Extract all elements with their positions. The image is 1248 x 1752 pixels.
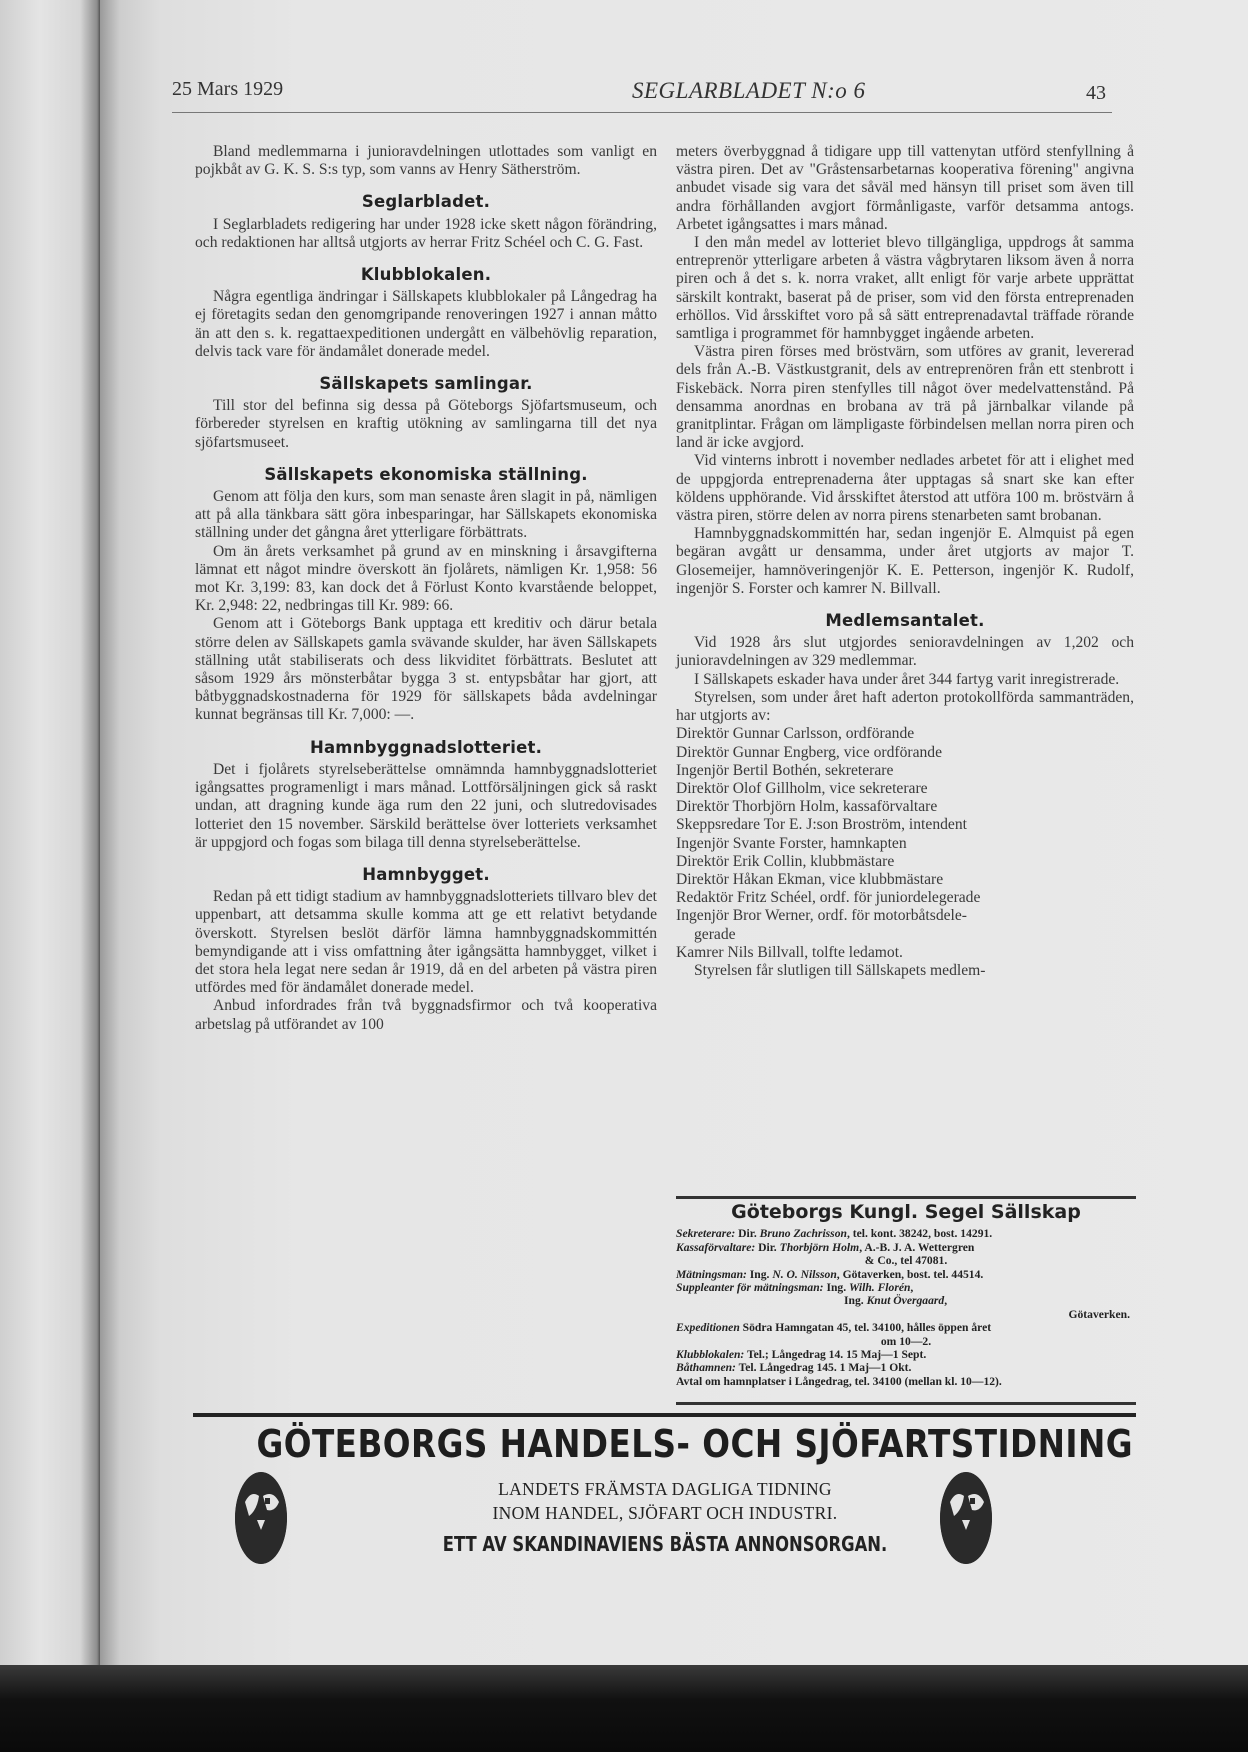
club-box-top-rule [676, 1196, 1136, 1199]
section-heading: Seglarbladet. [361, 192, 491, 212]
board-member-line: Direktör Erik Collin, klubbmästare [676, 852, 895, 870]
paragraph: Redan på ett tidigt stadium av hamnbyggnadslotteriets tillvaro blev det uppenbart, att detsamma skulle komma att ge ett relativt betydande överskott. Styrelsen beslöt därför lämna hamnbyggnadskommittén bemyndigande att i viss omfattning åter igångsätta hamnbygget, vilket i det stora hela legat nere sedan år 1919, då en del arbeten på västra piren utfördes med för ändamålet donerade medel. [195, 888, 657, 997]
newspaper-emblem-icon [940, 1472, 992, 1564]
club-info-box [676, 1200, 1136, 1388]
board-member-line: Ingenjör Bror Werner, ordf. för motorbåtsdele- [676, 907, 967, 925]
ad-top-rule [193, 1413, 1136, 1417]
club-info-line [676, 1348, 1136, 1361]
facing-page-edge [0, 0, 100, 1665]
info-label: Mätningsman: [676, 1267, 747, 1281]
info-person: N. O. Nilsson [772, 1267, 837, 1281]
info-text: Tel.; Långedrag 14. 15 Maj—1 Sept. [744, 1348, 927, 1362]
section-heading: Medlemsantalet. [825, 611, 985, 631]
paragraph: Bland medlemmarna i junioravdelningen utlottades som vanligt en pojkbåt av G. K. S. S:s typ, som vanns av Henry Sätherström. [195, 143, 657, 179]
ad-slogan-line2: INOM HANDEL, SJÖFART OCH INDUSTRI. [492, 1503, 838, 1523]
info-person: Bruno Zachrisson [759, 1227, 847, 1241]
running-header [172, 78, 1106, 108]
section-heading: Klubblokalen. [360, 265, 492, 285]
board-member-line: Ingenjör Bertil Bothén, sekreterare [676, 761, 894, 779]
board-member-line: Direktör Olof Gillholm, vice sekreterare [676, 779, 928, 797]
paragraph: I den mån medel av lotteriet blevo tillgängliga, uppdrogs åt samma entreprenör ytterligare arbeten å västra vågbrytaren liksom även å norra piren och å det s. k. norra vraket, allt enligt för varje arbete upprättat särskilt kontrakt, baserat på de priser, som vid den första entreprenaden erhöllos. Vid årsskiftet voro på så sätt entreprenadavtal träffade rörande samtliga i programmet för hamnbygget ingående arbeten. [676, 234, 1134, 343]
section-heading: Hamnbygget. [362, 864, 490, 884]
info-text: Dir. [755, 1240, 780, 1254]
info-label: Klubblokalen: [676, 1348, 745, 1362]
club-info-line [676, 1308, 1136, 1321]
paragraph: Genom att följa den kurs, som man senaste åren slagit in på, nämligen att på alla tänkbara sätt göra inbesparingar, har Sällskapets ekonomiska ställning under det gångna året ytterligare förbättrats. [195, 488, 657, 542]
paragraph: Hamnbyggnadskommittén har, sedan ingenjör E. Almquist på egen begäran avgått ur densamma, under året utgjorts av major T. Glosemeijer, hamnöveringenjör K. E. Petterson, ingenjör K. Rudolf, ingenjör S. Forster och kamrer N. Billvall. [676, 525, 1134, 597]
issue-date: 25 Mars 1929 [172, 78, 284, 100]
paragraph: Det i fjolårets styrelseberättelse omnämnda hamnbyggnadslotteriet igångsattes programenligt i mars månad. Lottförsäljningen gick så raskt undan, att dragning kunde äga rum den 22 juni, och slutredovisades lotteriet den 15 november. Särskild berättelse över lotteriets verksamhet är uppgjord och fogas som bilaga till denna styrelseberättelse. [195, 760, 657, 851]
info-detail: , Götaverken, bost. tel. 44514. [836, 1267, 984, 1281]
info-label: Expeditionen [676, 1321, 740, 1335]
board-member-line: Direktör Gunnar Carlsson, ordförande [676, 725, 915, 743]
info-text: om 10—2. [880, 1334, 932, 1348]
scan-background [0, 1665, 1248, 1752]
paragraph: Några egentliga ändringar i Sällskapets klubblokaler på Långedrag ha ej företagits sedan den genomgripande renoveringen 1927 i annan måtto än att den s. k. regattaexpeditionen undergått en välbehövlig reparation, delvis tack vare för ändamålet donerade medel. [195, 288, 657, 360]
paragraph: Vid 1928 års slut utgjordes senioravdelningen av 1,202 och junioravdelningen av 329 medlemmar. [676, 634, 1134, 670]
board-member-line: Direktör Thorbjörn Holm, kassaförvaltare [676, 798, 938, 816]
board-member-line: gerade [694, 925, 736, 943]
club-box-bottom-rule [676, 1402, 1136, 1405]
club-info-line [676, 1227, 1136, 1240]
board-member-line: Redaktör Fritz Schéel, ordf. för juniordelegerade [676, 889, 981, 907]
info-detail: , A.-B. J. A. Wettergren [859, 1240, 975, 1254]
info-text: Ing. [844, 1294, 867, 1308]
paragraph: Till stor del befinna sig dessa på Göteborgs Sjöfartsmuseum, och förbereder styrelsen en kraftig utökning av samlingarna till det nya sjöfartsmuseet. [195, 397, 657, 451]
club-info-line [676, 1268, 1136, 1281]
club-name: Göteborgs Kungl. Segel Sällskap [731, 1201, 1081, 1223]
right-column [676, 143, 1134, 980]
newspaper-emblem-icon [235, 1472, 287, 1564]
info-text: Dir. [735, 1227, 760, 1241]
club-info-line [676, 1294, 1136, 1307]
board-member-line: Direktör Gunnar Engberg, vice ordförande [676, 743, 943, 761]
left-column [195, 143, 657, 1034]
paragraph: meters överbyggnad å tidigare upp till vattenytan utförd stenfyllning å västra piren. Det av "Gråstensarbetarnas kooperativa förening" angivna anbudet visade sig vara det såväl med hänsyn till priset som även till andra förhållanden avgjort förmånligaste, varför detsamma antogs. Arbetet igångsattes i mars månad. [676, 143, 1134, 233]
info-person: Wilh. Florén [849, 1281, 911, 1295]
info-text: & Co., tel 47081. [864, 1254, 948, 1268]
club-info-line [676, 1361, 1136, 1374]
ad-slogan-line3: ETT AV SKANDINAVIENS BÄSTA ANNONSORGAN. [442, 1532, 888, 1556]
club-info-line [676, 1321, 1136, 1334]
info-detail: , [910, 1281, 914, 1295]
info-text: Ing. [746, 1267, 773, 1281]
club-info-line [676, 1281, 1136, 1294]
ad-slogan-line1: LANDETS FRÄMSTA DAGLIGA TIDNING [498, 1479, 832, 1499]
page-number: 43 [1086, 82, 1106, 104]
info-text: Ing. [823, 1281, 849, 1295]
paragraph: Om än årets verksamhet på grund av en minskning i årsavgifterna lämnat ett något mindre överskott än fjolårets, nämligen Kr. 1,958: 56 mot Kr. 3,199: 83, kan dock det å Förlust Konto kvarstående beloppet, Kr. 2,948: 22, nedbringas till Kr. 989: 66. [195, 542, 657, 615]
ad-title: GÖTEBORGS HANDELS- OCH SJÖFARTSTIDNING [256, 1422, 1134, 1466]
paragraph: Styrelsen, som under året haft aderton protokollförda sammanträden, har utgjorts av: [676, 688, 1134, 725]
paragraph: I Sällskapets eskader hava under året 344 fartyg varit inregistrerade. [694, 670, 1120, 688]
section-heading: Sällskapets ekonomiska ställning. [264, 464, 588, 484]
paragraph: Anbud infordrades från två byggnadsfirmor och två kooperativa arbetslag på utförandet av 100 [195, 997, 657, 1033]
paragraph: I Seglarbladets redigering har under 1928 icke skett någon förändring, och redaktionen har alltså utgjorts av herrar Fritz Schéel och C. G. Fast. [195, 215, 657, 251]
board-member-line: Kamrer Nils Billvall, tolfte ledamot. [676, 943, 903, 961]
info-text: Tel. Långedrag 145. 1 Maj—1 Okt. [735, 1361, 912, 1375]
publication-title: SEGLARBLADET N:o 6 [632, 78, 866, 103]
info-person: Knut Övergaard [866, 1294, 945, 1308]
club-info-line [676, 1254, 1136, 1267]
board-member-line: Skeppsredare Tor E. J:son Broström, intendent [676, 816, 967, 834]
section-heading: Sällskapets samlingar. [319, 374, 533, 394]
club-info-lines [676, 1227, 1136, 1388]
info-label: Kassaförvaltare: [676, 1240, 756, 1254]
board-member-line: Ingenjör Svante Forster, hamnkapten [676, 834, 907, 852]
paragraph: Genom att i Göteborgs Bank upptaga ett kreditiv och därur betala större delen av Sällskapets gamla svävande skulder, har även Sällskapets ställning utåt stabiliserats och dess likviditet förbättrats. Beslutet att såsom 1929 års mönsterbåtar bygga 3 st. entypsbåtar har gjort, att båtbyggnadskostnaderna för 1929 för sällskapets båda avdelningar kunnat begränsas till Kr. 7,000: —. [195, 615, 657, 724]
info-text: Södra Hamngatan 45, tel. 34100, hålles öppen året [739, 1321, 992, 1335]
section-heading: Hamnbyggnadslotteriet. [309, 737, 543, 757]
info-detail: , tel. kont. 38242, bost. 14291. [846, 1227, 993, 1241]
info-detail: , [944, 1294, 948, 1308]
paragraph: Styrelsen får slutligen till Sällskapets medlem- [694, 961, 986, 979]
header-rule [172, 112, 1112, 113]
club-info-line [676, 1241, 1136, 1254]
info-label: Sekreterare: [676, 1227, 736, 1241]
board-member-line: Direktör Håkan Ekman, vice klubbmästare [676, 870, 944, 888]
info-person: Thorbjörn Holm [779, 1240, 860, 1254]
info-text: Götaverken. [1068, 1307, 1130, 1321]
club-info-line [676, 1375, 1136, 1388]
paragraph: Vid vinterns inbrott i november nedlades arbetet för att i elighet med de uppgjorda entreprenaderna åter upptagas så snart ske kan efter köldens upphörande. Vid årsskiftet återstod att utföra 100 m. bröstvärn å västra piren, större delen av norra pirens stenarbeten samt brobanan. [676, 452, 1134, 525]
club-info-line [676, 1335, 1136, 1348]
info-label: Båthamnen: [676, 1361, 736, 1375]
info-text: Avtal om hamnplatser i Långedrag, tel. 34100 (mellan kl. 10—12). [676, 1374, 1002, 1388]
paragraph: Västra piren förses med bröstvärn, som utföres av granit, levererad dels från A.-B. Västkustgranit, dels av entreprenören från ett stenbrott i Fiskebäck. Norra piren stenfylles till något över medelvattenstånd. På densamma anordnas en brobana av trä på järnbalkar vilande på granitplintar. Frågan om lämpligaste förbindelsen mellan norra piren och land är icke avgjord. [676, 343, 1134, 452]
info-label: Suppleanter för mätningsman: [676, 1281, 824, 1295]
